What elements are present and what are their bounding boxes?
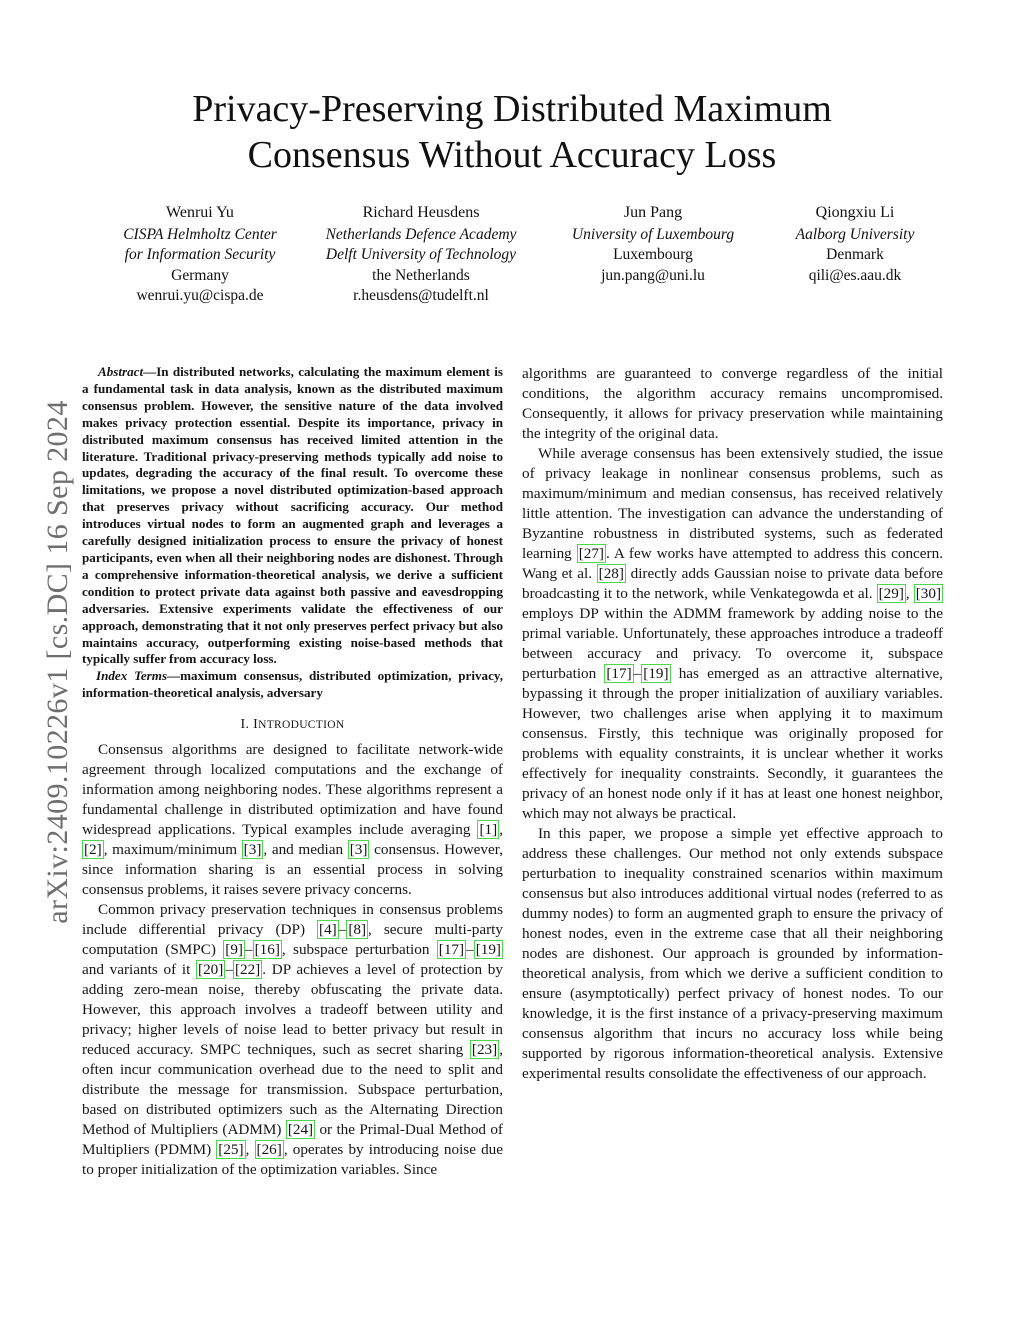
- citation-link[interactable]: [19]: [643, 665, 669, 682]
- author-country: the Netherlands: [372, 266, 470, 284]
- citation-link[interactable]: [25]: [218, 1141, 244, 1159]
- author-affiliation: University of Luxembourg: [571, 225, 735, 243]
- citation-link[interactable]: [1]: [479, 821, 498, 839]
- intro-paragraph-2: Common privacy preservation techniques in consensus problems include differential privacy (DP) [4] – [8] , secure multi-party computation (SMPC) [9] – [16] , subspace perturbation [17] – [19] and variants of it [20] – [22] . DP achieves a level of protection by adding zero-mean noise, thereby obfuscating the private data. However, this approach involves a tradeoff between utility and privacy; higher levels of noise lead to better privacy but result in reduced accuracy. SMPC techniques, such as secret sharing [23] , often incur communication overhead due to the need to split and distribute the message for transmission. Subspace perturbation, based on distributed optimizers such as the Alternating Direction Method of Multipliers (ADMM) [24] or the Primal-Dual Method of Multipliers (PDMM) [25] , [26] , operates by introducing noise due to proper initialization of the optimization variables. Since: [82, 901, 504, 1179]
- index-terms: [82, 668, 503, 702]
- citation-link[interactable]: [27]: [578, 545, 604, 562]
- citation-link[interactable]: [3]: [349, 841, 368, 859]
- right-column: [522, 364, 943, 1084]
- author-affiliation: Netherlands Defence Academy: [325, 225, 517, 243]
- intro-paragraph-4: In this paper, we propose a simple yet effective approach to address these challenges. Our method not only extends subspace perturbation to inequality constrained scenarios within maximum consensus but also introduces additional virtual nodes (referred to as dummy nodes) to form an augmented graph to ensure the privacy of honest nodes, even in the extreme case that all their neighboring nodes are dishonest. Our approach is grounded by information-theoretical analysis, from which we derive a sufficient condition to ensure (asymptotically) perfect privacy of honest nodes. To our knowledge, it is the first instance of a privacy-preserving maximum consensus algorithm that incurs no accuracy loss while being supported by rigorous information-theoretical analysis. Extensive experimental results consolidate the effectiveness of our approach.: [522, 825, 943, 1082]
- author-country: Denmark: [826, 246, 884, 264]
- title-line-2: Consensus Without Accuracy Loss: [247, 134, 777, 176]
- index-terms-text: —maximum consensus, distributed optimization, privacy, information-theoretical analysis, adversary: [82, 668, 503, 701]
- citation-link[interactable]: [17]: [438, 941, 465, 959]
- author-block-4: [770, 203, 940, 286]
- author-email[interactable]: jun.pang@uni.lu: [601, 266, 705, 284]
- abstract-text: —In distributed networks, calculating the maximum element is a fundamental task in data analysis, known as the distributed maximum consensus problem. However, the sensitive nature of the data involved makes privacy protection essential. Despite its importance, privacy in distributed maximum consensus has received limited attention in the literature. Traditional privacy-preserving methods typically add noise to updates, degrading the accuracy of the final result. To overcome these limitations, we propose a novel distributed optimization-based approach that preserves privacy without sacrificing accuracy. Our method introduces virtual nodes to form an augmented graph and leverages a carefully designed initialization process to ensure the privacy of honest participants, even when all their neighboring nodes are dishonest. Through a comprehensive information-theoretical analysis, we derive a sufficient condition to protect private data against both passive and eavesdropping adversaries. Extensive experiments validate the effectiveness of our approach, demonstrating that it not only preserves perfect privacy but also maintains accuracy, outperforming existing noise-based methods that typically suffer from accuracy loss.: [82, 364, 503, 667]
- author-affiliation: CISPA Helmholtz Center: [123, 225, 277, 243]
- abstract-label: Abstract: [98, 364, 144, 379]
- citation-link[interactable]: [24]: [287, 1121, 314, 1139]
- citation-link[interactable]: [9]: [225, 941, 243, 959]
- arxiv-stamp: [43, 351, 73, 973]
- author-affiliation: Aalborg University: [795, 225, 915, 243]
- citation-link[interactable]: [4]: [319, 921, 337, 939]
- citation-link[interactable]: [8]: [348, 921, 367, 939]
- author-affiliation: Delft University of Technology: [325, 246, 517, 264]
- abstract: [82, 364, 503, 668]
- section-heading-introduction: I. INTRODUCTION: [240, 717, 345, 733]
- author-name: Qiongxiu Li: [815, 204, 895, 221]
- citation-link[interactable]: [23]: [471, 1041, 498, 1059]
- author-email[interactable]: qili@es.aau.dk: [808, 266, 902, 284]
- author-name: Jun Pang: [623, 204, 683, 221]
- author-block-2: [310, 203, 532, 307]
- index-terms-label: Index Terms: [96, 668, 168, 684]
- citation-link[interactable]: [19]: [475, 941, 501, 959]
- citation-link[interactable]: [30]: [915, 585, 942, 602]
- citation-link[interactable]: [22]: [234, 961, 261, 979]
- arxiv-id: arXiv:2409.10226v1 [cs.DC] 16 Sep 2024: [41, 400, 74, 924]
- author-country: Luxembourg: [613, 246, 693, 264]
- author-name: Wenrui Yu: [166, 204, 234, 221]
- citation-link[interactable]: [26]: [256, 1141, 282, 1159]
- citation-link[interactable]: [20]: [198, 961, 224, 979]
- citation-link[interactable]: [28]: [598, 565, 624, 582]
- title-line-1: Privacy-Preserving Distributed Maximum: [192, 88, 832, 130]
- intro-paragraph-3: While average consensus has been extensively studied, the issue of privacy leakage in nonlinear consensus problems, such as maximum/minimum and median consensus, has received relatively little attention. The investigation can advance the understanding of Byzantine robustness in distributed systems, such as federated learning [27] . A few works have attempted to address this concern. Wang et al. [28] directly adds Gaussian noise to private data before broadcasting it to the network, while Venkategowda et al. [29] , [30] employs DP within the ADMM framework by adding noise to the primal variable. Unfortunately, these approaches introduce a tradeoff between accuracy and privacy. To overcome it, subspace perturbation [17] – [19] has emerged as an attractive alternative, bypassing it through the proper initialization of auxiliary variables. However, two challenges arise when applying it to maximum consensus. Firstly, this technique was originally proposed for problems with equality constraints, it is unclear whether it works effectively for inequality constraints. Secondly, it guarantees the privacy of an honest node only if it has at least one honest neighbor, which may not always be practical.: [522, 445, 943, 822]
- left-column: [82, 364, 503, 1180]
- citation-link[interactable]: [3]: [243, 841, 262, 859]
- citation-link[interactable]: [2]: [84, 841, 102, 859]
- intro-paragraph-2-continued: algorithms are guaranteed to converge regardless of the initial conditions, the algorithm accuracy remains uncompromised. Consequently, it allows for privacy preservation while maintaining the integrity of the original data.: [522, 365, 943, 442]
- author-block-1: [105, 203, 295, 307]
- author-affiliation: for Information Security: [124, 246, 276, 264]
- paper-title: [130, 86, 894, 178]
- author-name: Richard Heusdens: [362, 204, 480, 221]
- citation-link[interactable]: [29]: [878, 585, 904, 602]
- author-email[interactable]: wenrui.yu@cispa.de: [136, 287, 264, 305]
- author-block-3: [553, 203, 753, 286]
- intro-paragraph-1: Consensus algorithms are designed to facilitate network-wide agreement through localized computations and the exchange of information among neighboring nodes. These algorithms represent a fundamental challenge in distributed optimization and have found widespread applications. Typical examples include averaging [1] , [2] , maximum/minimum [3] , and median [3] consensus. However, since information sharing is an essential process in solving consensus problems, it raises severe privacy concerns.: [82, 741, 503, 899]
- citation-link[interactable]: [17]: [606, 665, 632, 682]
- citation-link[interactable]: [16]: [254, 941, 280, 959]
- author-email[interactable]: r.heusdens@tudelft.nl: [353, 287, 489, 305]
- author-country: Germany: [171, 266, 229, 284]
